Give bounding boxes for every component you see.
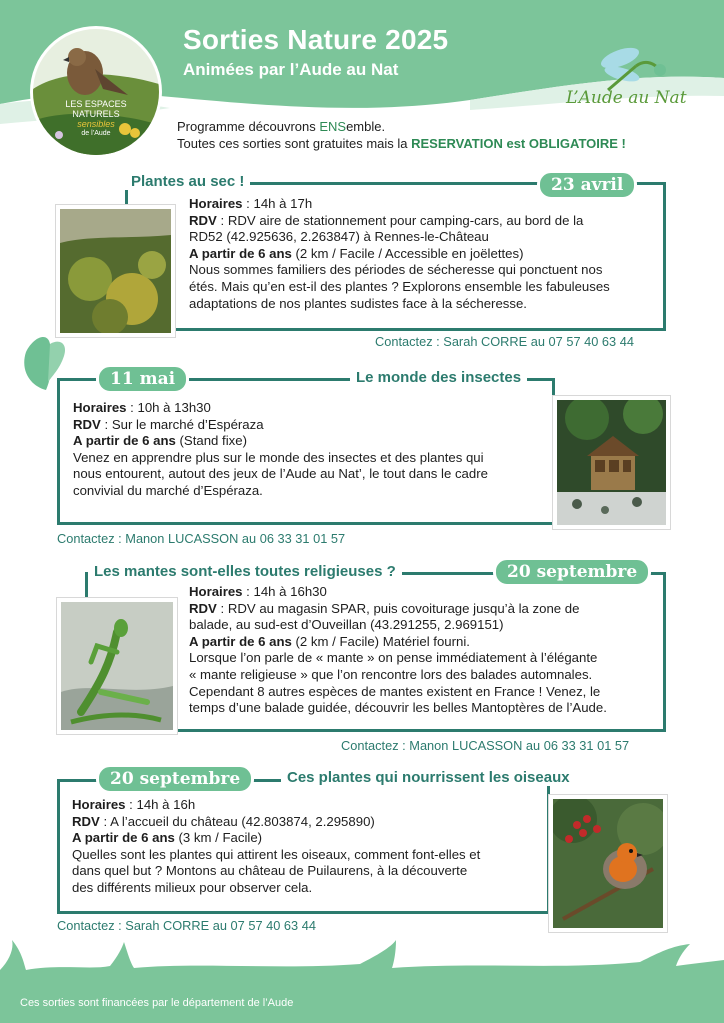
event-1-title: Plantes au sec !: [125, 173, 250, 190]
event-1-horaires: Horaires : 14h à 17h: [189, 196, 313, 211]
event-3-horaires: Horaires : 14h à 16h30: [189, 584, 327, 599]
event-4-age: A partir de 6 ans (3 km / Facile): [72, 830, 263, 846]
event-4-desc-line-3: des différents milieux pour observer cela.: [72, 879, 313, 895]
event-3-contact: Contactez : Manon LUCASSON au 06 33 31 01 57: [341, 738, 630, 753]
event-2-contact: Contactez : Manon LUCASSON au 06 33 31 01 57: [57, 531, 346, 546]
event-4-contact: Contactez : Sarah CORRE au 07 57 40 63 44: [57, 918, 316, 933]
event-2-title: Le monde des insectes: [350, 369, 527, 386]
event-1-desc-line-3: adaptations de nos plantes sudistes face à la sécheresse.: [189, 295, 527, 311]
event-3-desc-line-1: Lorsque l’on parle de « mante » on pense immédiatement à l’élégante: [189, 650, 598, 666]
event-4-photo: [549, 795, 667, 932]
event-1-rdv-line-2: RD52 (42.925636, 2.263847) à Rennes-le-Château: [189, 229, 489, 245]
event-1-rdv: RDV : RDV aire de stationnement pour camping-cars, au bord de la: [189, 212, 584, 228]
logo-text-line-3: sensibles: [77, 119, 115, 129]
event-2-rdv: RDV : Sur le marché d’Espéraza: [73, 416, 264, 432]
event-1-photo: [56, 205, 175, 337]
event-3-rdv-line-2: balade, au sud-est d’Ouveillan (43.291255, 2.969151): [189, 617, 504, 633]
event-3-rdv: RDV : RDV au magasin SPAR, puis covoiturage jusqu’à la zone de: [189, 600, 580, 616]
event-3-date-badge: 20 septembre: [493, 557, 651, 587]
event-3-photo: [57, 598, 177, 734]
event-1-desc-line-1: Nous sommes familiers des périodes de sécheresse qui ponctuent nos: [189, 262, 603, 278]
event-4-horaires: Horaires : 14h à 16h: [72, 797, 196, 812]
page-title: Sorties Nature 2025: [183, 24, 449, 55]
ens-logo: [33, 29, 159, 155]
event-1-contact: Contactez : Sarah CORRE au 07 57 40 63 44: [375, 334, 634, 349]
event-4-details: [72, 797, 547, 897]
event-4-desc-line-2: dans quel but ? Montons au château de Puilaurens, à la découverte: [72, 863, 468, 879]
insect-hotel-photo-icon: [557, 400, 666, 525]
intro-line-1: Programme découvrons ENSemble.: [177, 119, 386, 134]
dry-plants-photo-icon: [60, 209, 171, 333]
event-2-photo: [553, 396, 670, 529]
event-3-details: [189, 584, 659, 717]
logo-text-line-1: LES ESPACES: [65, 99, 127, 109]
aude-au-nat-logo: L’Aude au Nat: [566, 88, 687, 108]
event-1-age: A partir de 6 ans (2 km / Facile / Accessible en joëlettes): [189, 245, 524, 261]
intro-text: [177, 118, 626, 152]
event-3-desc-line-2: « mante religieuse » que l’on rencontre lors des balades automnales.: [189, 666, 593, 682]
footer-funding-note: Ces sorties sont financées par le département de l’Aude: [20, 997, 294, 1009]
logo-text-line-2: NATURELS: [72, 109, 120, 119]
event-3-age: A partir de 6 ans (2 km / Facile) Matériel fourni.: [189, 633, 470, 649]
event-2-horaires: Horaires : 10h à 13h30: [73, 400, 211, 415]
event-4-title: Ces plantes qui nourrissent les oiseaux: [281, 769, 576, 786]
event-1-desc-line-2: étés. Mais qu’en est-il des plantes ? Explorons ensemble les fabuleuses: [189, 278, 610, 294]
logo-text-line-4: de l’Aude: [81, 130, 111, 137]
event-2-desc-line-3: convivial du marché d’Espéraza.: [73, 482, 263, 498]
event-1-date-badge: 23 avril: [537, 170, 637, 200]
event-3-title: Les mantes sont-elles toutes religieuses ?: [88, 563, 402, 580]
page-subtitle: Animées par l’Aude au Nat: [183, 60, 399, 79]
event-2-age: A partir de 6 ans (Stand fixe): [73, 433, 247, 449]
event-2-details: [73, 400, 543, 500]
event-1-details: [189, 196, 659, 312]
event-2-desc-line-2: nous entourent, autout des jeux de l’Aude au Nat’, le tout dans le cadre: [73, 466, 488, 482]
event-2-date-badge: 11 mai: [96, 364, 189, 394]
event-4-desc-line-1: Quelles sont les plantes qui attirent les oiseaux, comment font-elles et: [72, 846, 481, 862]
event-3-desc-line-4: temps d’une balade guidée, découvrir les belles Mantoptères de l’Aude.: [189, 700, 607, 716]
event-4-date-badge: 20 septembre: [96, 764, 254, 794]
intro-line-2: Toutes ces sorties sont gratuites mais la RESERVATION est OBLIGATOIRE !: [177, 136, 626, 151]
footer-grass-band: [0, 940, 724, 1023]
robin-photo-icon: [553, 799, 663, 928]
event-2-desc-line-1: Venez en apprendre plus sur le monde des insectes et des plantes qui: [73, 449, 484, 465]
event-3-desc-line-3: Cependant 8 autres espèces de mantes existent en France ! Venez, le: [189, 683, 601, 699]
event-4-rdv: RDV : A l’accueil du château (42.803874, 2.295890): [72, 813, 375, 829]
mantis-photo-icon: [61, 602, 173, 730]
